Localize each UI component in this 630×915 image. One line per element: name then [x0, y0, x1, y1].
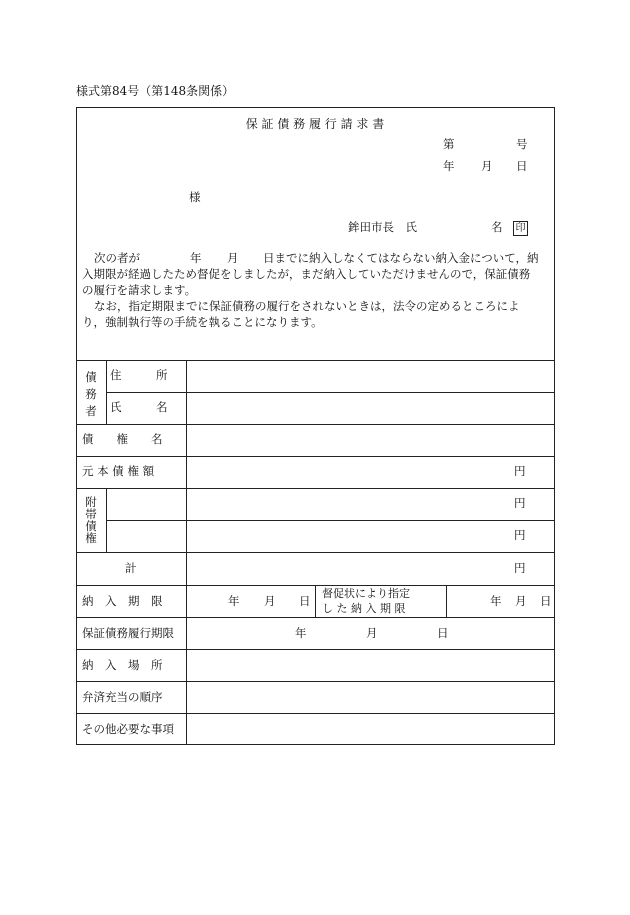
- debtor-address-label: 住 所: [110, 368, 168, 382]
- guarantee-deadline-label: 保証債務履行期限: [82, 626, 174, 640]
- col-line: [446, 585, 447, 617]
- attached-yen-1: 円: [514, 496, 526, 510]
- total-label: 計: [125, 561, 137, 575]
- body-p1-rest: 日までに納入しなくてはならない納入金について，納: [263, 251, 539, 265]
- row-line: [76, 488, 555, 489]
- attached-yen-2: 円: [514, 528, 526, 542]
- row-line: [76, 617, 555, 618]
- row-line: [76, 456, 555, 457]
- issuer-title: 鉾田市長 氏: [348, 220, 417, 234]
- reminder-date-label-2: し た 納 入 期 限: [322, 602, 406, 615]
- addressee-suffix: 様: [189, 190, 201, 204]
- date-day-label: 日: [516, 159, 528, 173]
- guarantee-deadline-day: 日: [437, 626, 449, 640]
- debtor-group-label: 債務者: [85, 370, 97, 418]
- row-line: [76, 649, 555, 650]
- row-line: [106, 520, 555, 521]
- attached-claims-label: 附帯債権: [85, 495, 97, 545]
- body-p1-start: 次の者が: [94, 251, 140, 265]
- row-line: [76, 681, 555, 682]
- table-top-line: [76, 360, 555, 361]
- due-date-month: 月: [264, 594, 276, 608]
- other-matters-label: その他必要な事項: [82, 722, 174, 736]
- reminder-date-label-1: 督促状により指定: [322, 587, 410, 600]
- date-year-label: 年: [443, 159, 455, 173]
- due-date-label: 納 入 期 限: [82, 594, 163, 608]
- issuer-name-suffix: 名: [491, 220, 503, 234]
- reminder-date-year: 年: [490, 594, 502, 608]
- document-title: 保 証 債 務 履 行 請 求 書: [245, 117, 385, 131]
- body-p1-year: 年: [190, 251, 202, 265]
- principal-yen: 円: [514, 464, 526, 478]
- body-p1-line2: 入期限が経過したため督促をしましたが，まだ納入していただけませんので，保証債務: [82, 267, 531, 281]
- claim-name-label: 債 権 名: [82, 432, 163, 446]
- principal-label: 元 本 債 権 額: [82, 464, 155, 478]
- due-date-day: 日: [299, 594, 311, 608]
- due-date-year: 年: [228, 594, 240, 608]
- body-p1-month: 月: [227, 251, 239, 265]
- row-line: [76, 552, 555, 553]
- reminder-date-day: 日: [540, 594, 552, 608]
- date-month-label: 月: [481, 159, 493, 173]
- body-p2-line1: なお，指定期限までに保証債務の履行をされないときは，法令の定めるところによ: [94, 299, 520, 313]
- col-line: [186, 360, 187, 745]
- row-line: [76, 713, 555, 714]
- col-line: [315, 585, 316, 617]
- payment-place-label: 納 入 場 所: [82, 658, 163, 672]
- debtor-name-label: 氏 名: [110, 400, 168, 414]
- seal-stamp: 印: [513, 221, 528, 236]
- guarantee-deadline-month: 月: [366, 626, 378, 640]
- row-line: [106, 392, 555, 393]
- reminder-date-month: 月: [515, 594, 527, 608]
- body-p2-line2: り，強制執行等の手続を執ることになります。: [82, 315, 323, 329]
- body-p1-line3: の履行を請求します。: [82, 283, 197, 297]
- repayment-order-label: 弁済充当の順序: [82, 690, 163, 704]
- col-line: [106, 488, 107, 552]
- doc-number-prefix: 第: [443, 137, 455, 151]
- form-number-label: 様式第84号（第148条関係）: [76, 84, 235, 98]
- doc-number-suffix: 号: [516, 137, 528, 151]
- row-line: [76, 424, 555, 425]
- col-line: [106, 360, 107, 424]
- total-yen: 円: [514, 561, 526, 575]
- guarantee-deadline-year: 年: [295, 626, 307, 640]
